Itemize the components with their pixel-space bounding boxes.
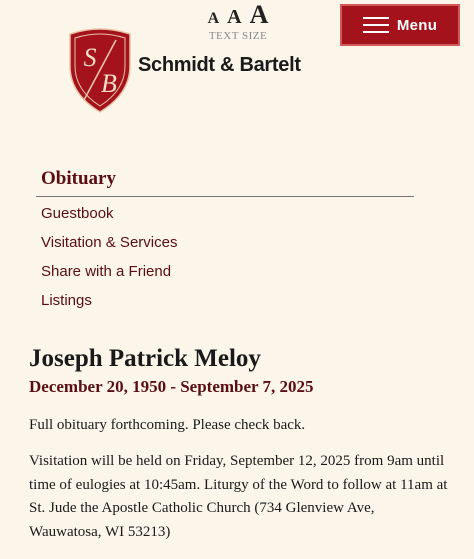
nav-item-guestbook[interactable]: Guestbook — [41, 205, 114, 222]
text-size-small-button[interactable]: A — [207, 10, 220, 27]
nav-item-share-with-friend[interactable]: Share with a Friend — [41, 263, 172, 280]
logo-initial-b: B — [101, 69, 117, 98]
brand-name[interactable]: Schmidt & Bartelt — [138, 54, 301, 76]
menu-button[interactable] — [340, 4, 460, 46]
nav-list — [36, 199, 414, 315]
obituary-notice: Full obituary forthcoming. Please check back. — [29, 417, 306, 433]
nav-title: Obituary — [36, 168, 414, 197]
logo-initial-s: S — [83, 43, 97, 72]
obituary-content — [29, 344, 449, 544]
menu-label: Menu — [396, 16, 438, 34]
visitation-details: Visitation will be held on Friday, September 12, 2025 from 9am until time of eulogies at 10:45am. Liturgy of the Word to follow at 11am at St. Jude the Apostle Catholic Church (734 Glenview Ave, Wauwatosa, WI 53213) — [29, 453, 448, 540]
text-size-medium-button[interactable]: A — [227, 6, 242, 28]
nav-item-visitation-services[interactable]: Visitation & Services — [41, 234, 178, 251]
hamburger-icon — [363, 17, 389, 33]
life-dates: December 20, 1950 - September 7, 2025 — [29, 377, 314, 396]
shield-logo-icon[interactable] — [66, 26, 134, 114]
deceased-name: Joseph Patrick Meloy — [29, 345, 261, 372]
nav-item-listings[interactable]: Listings — [41, 292, 92, 309]
text-size-options — [196, 2, 280, 28]
text-size-label: TEXT SIZE — [208, 30, 268, 42]
text-size-control — [196, 2, 280, 42]
text-size-large-button[interactable]: A — [249, 0, 269, 29]
obituary-nav — [36, 168, 414, 315]
